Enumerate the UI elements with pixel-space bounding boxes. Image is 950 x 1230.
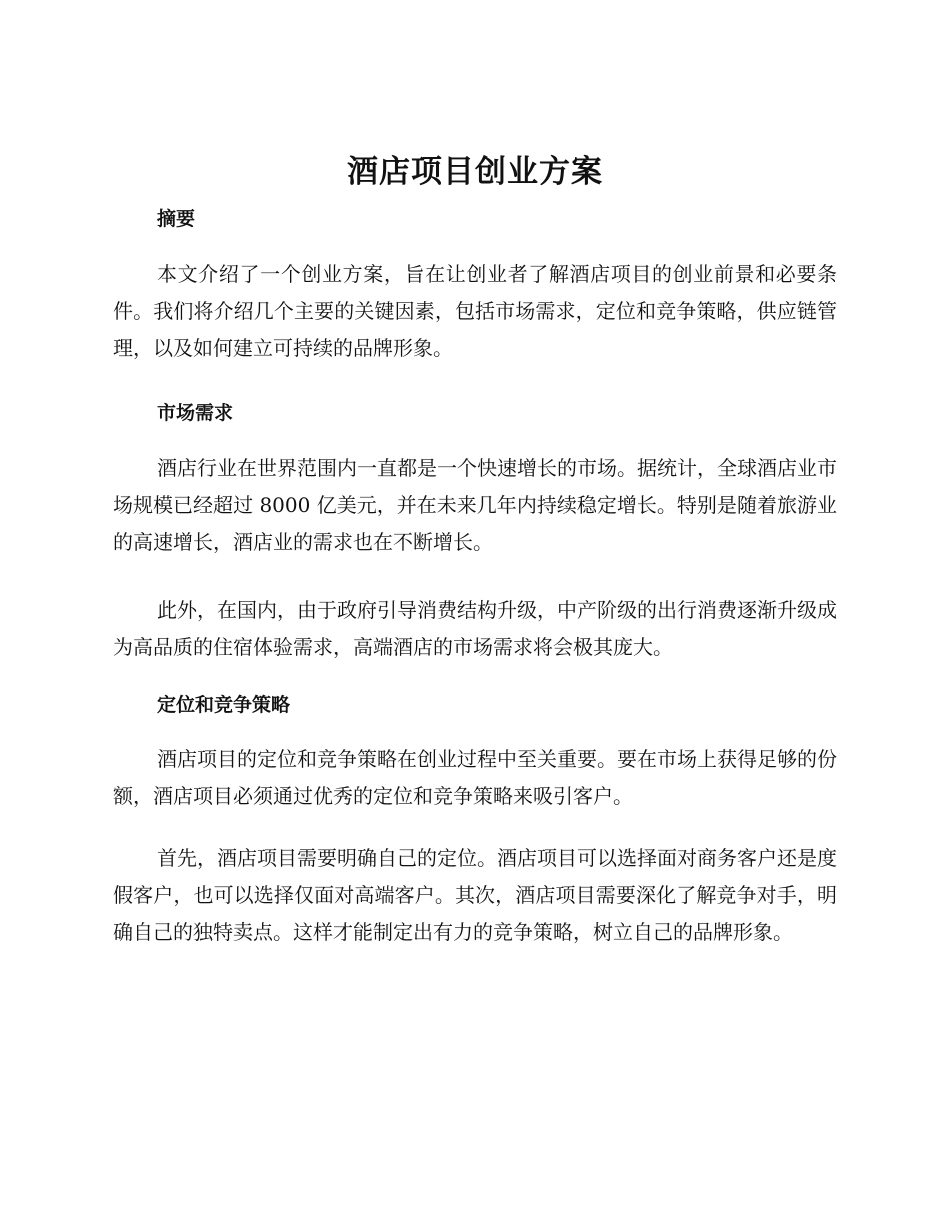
market-demand-paragraph-2: 此外，在国内，由于政府引导消费结构升级，中产阶级的出行消费逐渐升级成为高品质的住宿体验需求，高端酒店的市场需求将会极其庞大。 [113, 598, 837, 659]
section-heading-positioning: 定位和竞争策略 [157, 694, 291, 716]
positioning-paragraph-1: 酒店项目的定位和竞争策略在创业过程中至关重要。要在市场上获得足够的份额，酒店项目必须通过优秀的定位和竞争策略来吸引客户。 [113, 747, 837, 808]
document-title: 酒店项目创业方案 [347, 154, 603, 190]
section-heading-abstract: 摘要 [157, 208, 196, 230]
market-demand-paragraph-1: 酒店行业在世界范围内一直都是一个快速增长的市场。据统计，全球酒店业市场规模已经超过 8000 亿美元，并在未来几年内持续稳定增长。特别是随着旅游业的高速增长，酒店业的需求也在不断增长。 [113, 456, 837, 554]
section-heading-market-demand: 市场需求 [157, 402, 234, 424]
positioning-paragraph-2: 首先，酒店项目需要明确自己的定位。酒店项目可以选择面对商务客户还是度假客户，也可以选择仅面对高端客户。其次，酒店项目需要深化了解竞争对手，明确自己的独特卖点。这样才能制定出有力的竞争策略，树立自己的品牌形象。 [113, 846, 837, 944]
abstract-paragraph: 本文介绍了一个创业方案，旨在让创业者了解酒店项目的创业前景和必要条件。我们将介绍几个主要的关键因素，包括市场需求，定位和竞争策略，供应链管理，以及如何建立可持续的品牌形象。 [113, 262, 837, 360]
